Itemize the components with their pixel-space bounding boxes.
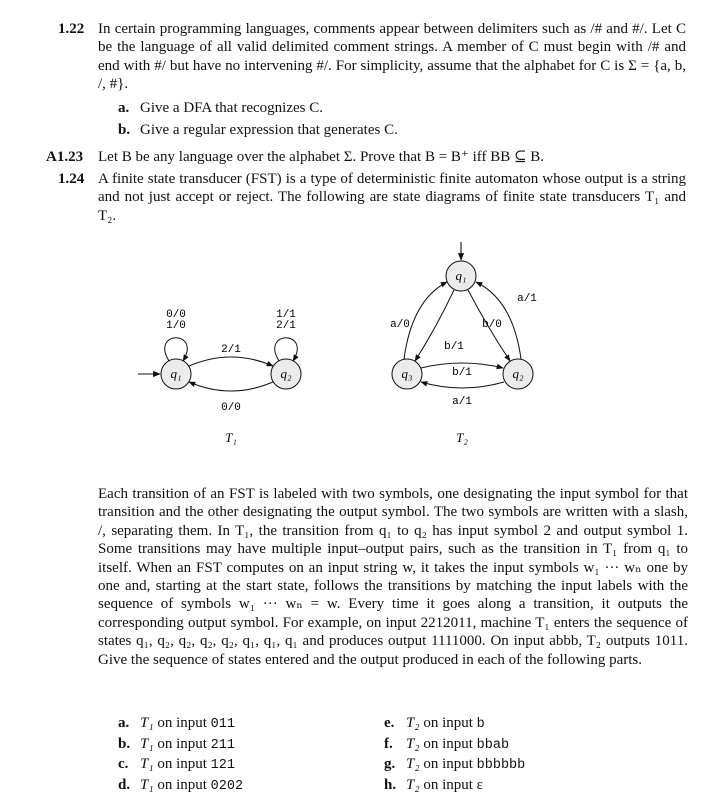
- parts-right-column: [384, 714, 644, 796]
- problem-text: Let B be any language over the alphabet Σ. Prove that B = B⁺ iff BB ⊆ B.: [98, 149, 545, 165]
- input-string: b: [476, 717, 485, 732]
- machine: T₂: [406, 715, 420, 731]
- input-string: ε: [476, 776, 483, 793]
- t1-edge-q1-q2-label: 2/1: [221, 344, 241, 356]
- input-string: bbbbbb: [476, 758, 526, 773]
- machine: T₂: [406, 735, 420, 752]
- problem-1-23: [46, 148, 686, 166]
- parts-left-column: [118, 714, 378, 796]
- problem-1-22-part-a: [118, 99, 323, 117]
- part-label: d.: [118, 776, 131, 793]
- part-label: e.: [384, 715, 395, 731]
- problem-number: 1.22: [58, 21, 85, 37]
- problem-1-22-part-b: [118, 121, 398, 139]
- t2-edge-q1-q3-label: b/1: [444, 341, 464, 353]
- t2-q3-label: q₃: [401, 366, 413, 381]
- problem-1-22: [46, 20, 686, 94]
- fst-diagrams: [0, 230, 715, 490]
- problem-number: 1.24: [58, 171, 85, 187]
- input-string: 011: [210, 717, 235, 732]
- t2-caption: T₂: [456, 430, 468, 445]
- part-label: a.: [118, 100, 130, 116]
- part-b: [118, 735, 378, 756]
- input-string: 0202: [210, 778, 244, 794]
- part-e: [384, 714, 644, 735]
- t2-edge-q2-q3-label: a/1: [452, 396, 472, 408]
- machine: T₂: [406, 756, 420, 772]
- part-text: on input: [153, 715, 211, 731]
- part-label: a.: [118, 715, 130, 731]
- part-text: on input: [153, 735, 211, 752]
- part-label: b.: [118, 735, 131, 752]
- t1-diagram: [138, 309, 301, 445]
- t1-q1-label: q₁: [170, 366, 182, 381]
- t2-q1-label: q₁: [455, 268, 467, 283]
- machine: T₁: [140, 715, 154, 731]
- part-label: g.: [384, 756, 396, 772]
- part-d: [118, 776, 378, 797]
- fst-explanation: Each transition of an FST is labeled with two symbols, one designating the input symbol for that transition and the other designating the output symbol. The two symbols are written with a slash, /, separating them. In T₁, the transition from q₁ to q₂ has input symbol 2 and output symbol 1. Some transitions may have multiple input–output pairs, such as the transition in T₁ from q₁ to itself. When an FST computes on an input string w, it takes the input symbols w₁ ··· wₙ one by one and, starting at the start state, follows the transitions by matching the input labels with the sequence of symbols w₁ ··· wₙ = w. Every time it goes along a transition, it outputs the corresponding output symbol. For example, on input 2212011, machine T₁ enters the sequence of states q₁, q₂, q₂, q₂, q₂, q₁, q₁, q₁ and produces output 1111000. On input abbb, T₂ outputs 1011. Give the sequence of states entered and the output produced in each of the following parts.: [98, 486, 688, 668]
- t1-loop-q1-label: 1/0: [166, 320, 186, 332]
- part-text: Give a DFA that recognizes C.: [140, 100, 324, 116]
- t2-diagram: [390, 242, 537, 445]
- t2-edge-q3-q1-label: a/0: [390, 319, 410, 331]
- part-h: [384, 776, 644, 797]
- part-text: on input: [153, 756, 211, 772]
- part-label: f.: [384, 735, 393, 752]
- part-label: h.: [384, 776, 397, 793]
- t2-edge-q2-q1-label: a/1: [517, 293, 537, 305]
- t1-q2-label: q₂: [280, 366, 292, 381]
- t1-loop-q1-label: 0/0: [166, 309, 186, 321]
- t2-edge-q3-q2-label: b/1: [452, 367, 472, 379]
- machine: T₂: [406, 776, 420, 793]
- t1-edge-q2-q1: [189, 382, 273, 391]
- t1-caption: T₁: [225, 430, 237, 445]
- input-string: bbab: [476, 737, 510, 753]
- machine: T₁: [140, 735, 154, 752]
- part-g: [384, 755, 644, 776]
- part-text: on input: [419, 776, 477, 793]
- part-a: [118, 714, 378, 735]
- problem-1-24: [46, 170, 686, 225]
- part-text: on input: [419, 756, 477, 772]
- part-c: [118, 755, 378, 776]
- t1-edge-q2-q1-label: 0/0: [221, 402, 241, 414]
- t2-edge-q1-q2-label: b/0: [482, 319, 502, 331]
- part-text: on input: [419, 735, 477, 752]
- t2-edge-q3-q1: [404, 282, 447, 359]
- t1-loop-q2: [275, 338, 297, 361]
- t1-loop-q2-label: 1/1: [276, 309, 296, 321]
- input-string: 211: [210, 737, 235, 753]
- machine: T₁: [140, 776, 154, 793]
- t1-edge-q1-q2: [189, 357, 273, 366]
- problem-number: A1.23: [46, 149, 84, 165]
- machine: T₁: [140, 756, 154, 772]
- t2-q2-label: q₂: [512, 366, 524, 381]
- part-f: [384, 735, 644, 756]
- t1-loop-q2-label: 2/1: [276, 320, 296, 332]
- t1-loop-q1: [165, 338, 187, 361]
- part-label: c.: [118, 756, 129, 772]
- part-text: on input: [419, 715, 477, 731]
- part-label: b.: [118, 122, 131, 138]
- part-text: Give a regular expression that generates C.: [140, 122, 398, 138]
- input-string: 121: [210, 758, 235, 773]
- problem-text: In certain programming languages, comments appear between delimiters such as /# and #/. Let C be the language of all valid delimited comment strings. A member of C must begin with /# and end with #/ but have no intervening #/. For simplicity, assume that the alphabet for C is Σ = {a, b, /, #}.: [98, 21, 686, 93]
- problem-text: A finite state transducer (FST) is a type of deterministic finite automaton whose output is a string and not just accept or reject. The following are state diagrams of finite state transducers T₁ and T₂.: [98, 171, 686, 224]
- part-text: on input: [153, 776, 211, 793]
- t2-edge-q2-q3: [421, 382, 504, 388]
